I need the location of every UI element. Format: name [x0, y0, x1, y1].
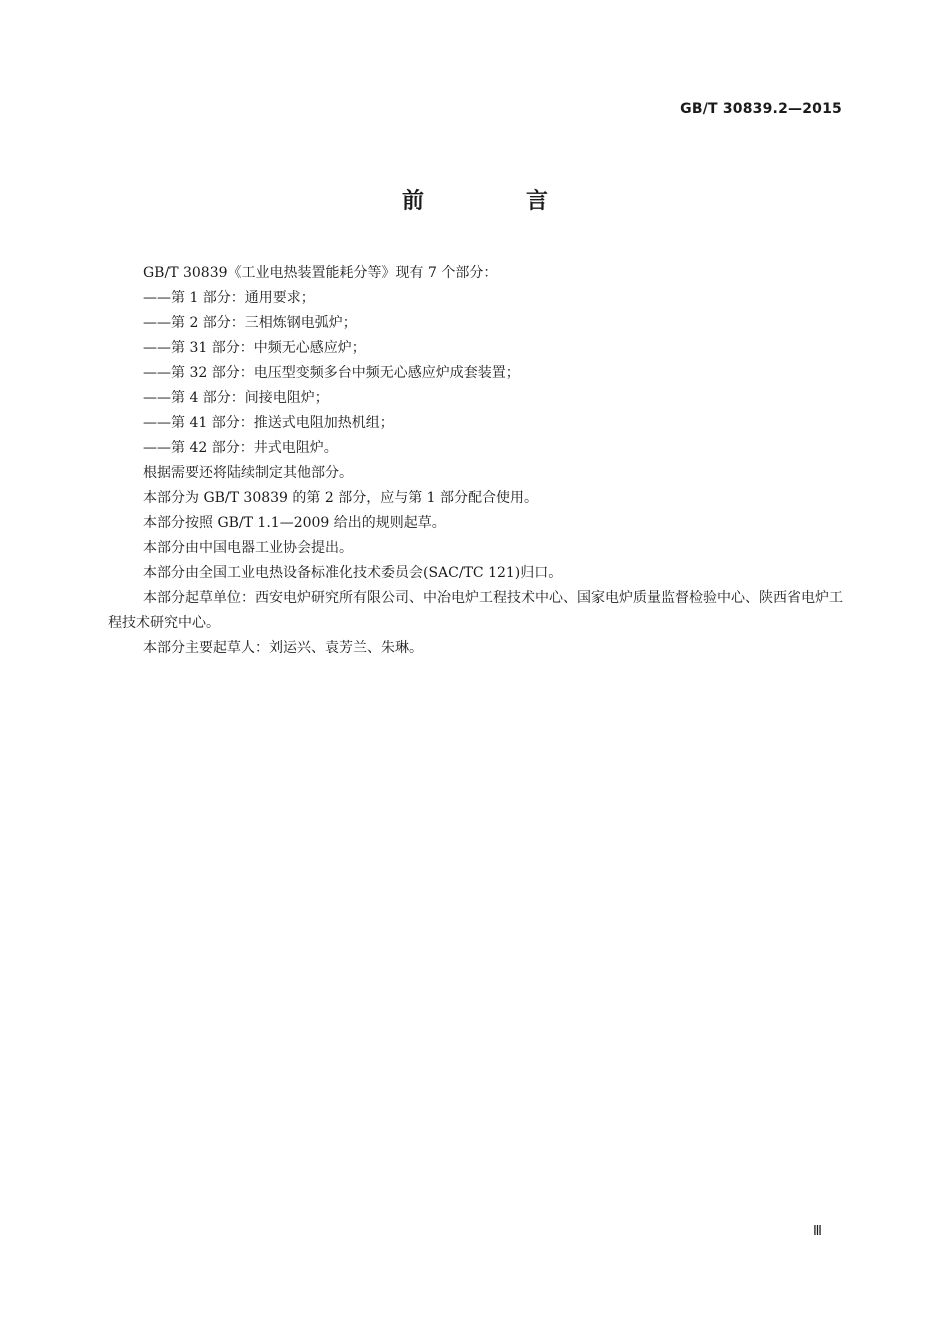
list-item: ——第 2 部分：三相炼钢电弧炉； — [143, 315, 357, 331]
paragraph: 本部分按照 GB/T 1.1—2009 给出的规则起草。 — [143, 515, 446, 531]
list-item: ——第 41 部分：推送式电阻加热机组； — [143, 415, 394, 431]
list-item: ——第 1 部分：通用要求； — [143, 290, 315, 306]
list-item: ——第 31 部分：中频无心感应炉； — [143, 340, 366, 356]
paragraph: 本部分主要起草人：刘运兴、袁芳兰、朱琳。 — [143, 640, 423, 656]
paragraph: 根据需要还将陆续制定其他部分。 — [143, 465, 353, 481]
paragraph: 本部分起草单位：西安电炉研究所有限公司、中冶电炉工程技术中心、国家电炉质量监督检验中心、陕西省电炉工程技术研究中心。 — [108, 590, 843, 631]
paragraph: 本部分为 GB/T 30839 的第 2 部分，应与第 1 部分配合使用。 — [143, 490, 539, 506]
page-title: 前 言 — [401, 189, 588, 214]
page-number: Ⅲ — [813, 1224, 822, 1239]
paragraph: 本部分由全国工业电热设备标准化技术委员会(SAC/TC 121)归口。 — [143, 565, 563, 581]
list-item: ——第 32 部分：电压型变频多台中频无心感应炉成套装置； — [143, 365, 520, 381]
list-item: ——第 42 部分：井式电阻炉。 — [143, 440, 338, 456]
standard-code: GB/T 30839.2—2015 — [680, 101, 842, 117]
intro-paragraph: GB/T 30839《工业电热装置能耗分等》现有 7 个部分： — [143, 265, 498, 281]
paragraph: 本部分由中国电器工业协会提出。 — [143, 540, 353, 556]
list-item: ——第 4 部分：间接电阻炉； — [143, 390, 329, 406]
document-body — [108, 261, 850, 661]
